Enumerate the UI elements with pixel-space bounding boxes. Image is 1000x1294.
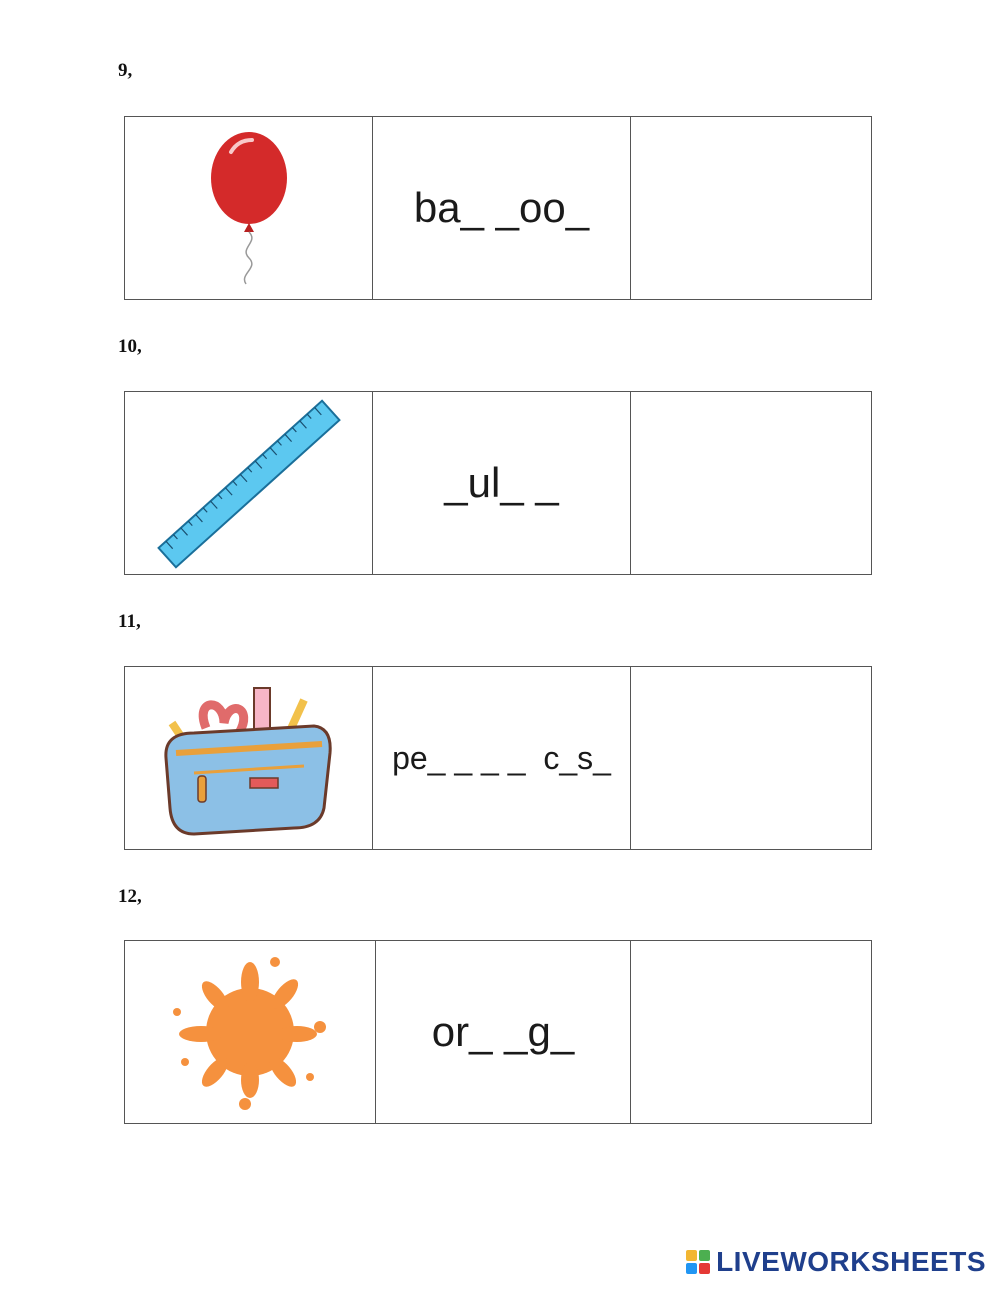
word-cell — [376, 941, 631, 1123]
logo-mark-icon — [686, 1250, 710, 1274]
word-cell — [373, 667, 631, 849]
answer-box[interactable] — [631, 392, 871, 574]
answer-box[interactable] — [631, 667, 871, 849]
exercise-row — [124, 391, 872, 575]
missing-letters-word: _ul_ _ — [444, 459, 559, 506]
image-cell — [125, 392, 373, 574]
answer-box[interactable] — [631, 941, 871, 1123]
exercise-number: 9, — [118, 60, 133, 81]
exercise-number: 10, — [118, 336, 142, 357]
exercise-number: 12, — [118, 886, 142, 907]
brand-name: LIVEWORKSHEETS — [716, 1246, 986, 1277]
image-cell — [125, 941, 376, 1123]
exercise-row — [124, 116, 872, 300]
missing-letters-word: pe_ _ _ _ c_s_ — [392, 739, 611, 776]
missing-letters-word: ba_ _oo_ — [413, 184, 590, 231]
exercise-row — [124, 940, 872, 1124]
exercise-row — [124, 666, 872, 850]
word-cell — [373, 117, 631, 299]
ruler-image — [154, 396, 344, 571]
orange-splash-image — [165, 952, 335, 1112]
answer-box[interactable] — [631, 117, 871, 299]
balloon-image — [204, 128, 294, 288]
image-cell — [125, 117, 373, 299]
liveworksheets-logo — [686, 1246, 986, 1278]
exercise-number: 11, — [118, 611, 141, 632]
image-cell — [125, 667, 373, 849]
pencil-case-image — [154, 678, 344, 838]
word-cell — [373, 392, 631, 574]
missing-letters-word: or_ _g_ — [431, 1008, 575, 1055]
